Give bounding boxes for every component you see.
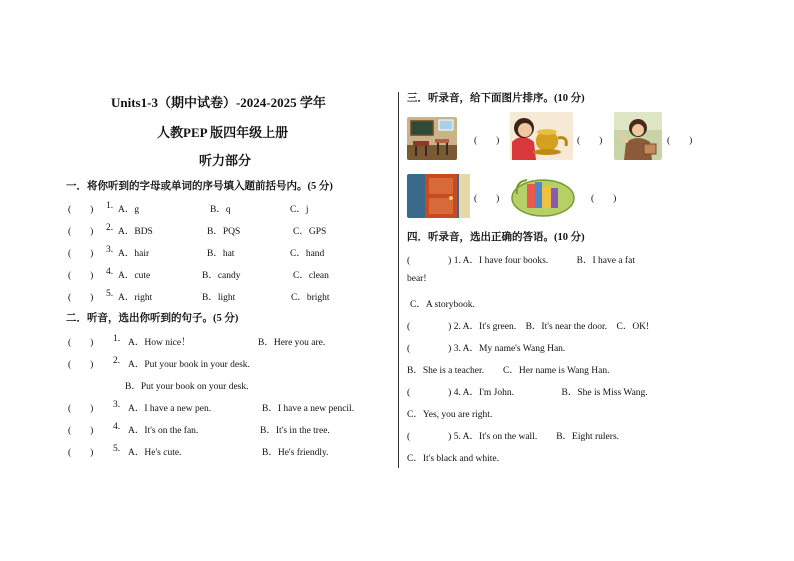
option-b: B．light <box>202 293 236 303</box>
q3-line: ( ) 3. A．My name's Wang Han. <box>407 344 566 354</box>
option-b: B．I have a new pencil. <box>262 404 355 414</box>
section4-heading: 四．听录音，选出正确的答语。(10 分) <box>407 232 585 243</box>
schoolbag-books-picture <box>511 174 575 218</box>
answer-bracket[interactable]: ( ) <box>474 136 500 146</box>
answer-bracket[interactable]: ( ) <box>68 271 94 281</box>
section1-heading: 一．将你听到的字母或单词的序号填入题前括号内。(5 分) <box>66 181 333 192</box>
option-b: B．PQS <box>207 227 241 237</box>
q4-option-c: C．Yes, you are right. <box>407 410 493 420</box>
option-c: C．clean <box>293 271 329 281</box>
answer-bracket[interactable]: ( ) <box>68 293 94 303</box>
item-number: 4. <box>113 422 121 432</box>
q5-line: ( ) 5. A．It's on the wall. B．Eight rulers. <box>407 432 620 442</box>
exam-title: Units1-3（期中试卷）-2024-2025 学年 <box>111 95 326 110</box>
option-a: A．I have a new pen. <box>128 404 212 414</box>
answer-bracket[interactable]: ( ) <box>577 136 603 146</box>
option-c: C．j <box>290 205 309 215</box>
item-number: 2. <box>113 356 121 366</box>
option-b: B．hat <box>207 249 235 259</box>
answer-bracket[interactable]: ( ) <box>474 194 500 204</box>
column-divider <box>398 92 399 468</box>
answer-bracket[interactable]: ( ) <box>68 249 94 259</box>
item-number: 3. <box>106 245 114 255</box>
option-b: B．q <box>210 205 231 215</box>
option-b: B．Put your book on your desk. <box>125 382 249 392</box>
q2-line: ( ) 2. A．It's green. B．It's near the door. C．OK! <box>407 322 650 332</box>
item-number: 1. <box>113 334 121 344</box>
option-b: B．It's in the tree. <box>260 426 330 436</box>
option-a: A．BDS <box>118 227 153 237</box>
answer-bracket[interactable]: ( ) <box>68 338 94 348</box>
item-number: 5. <box>113 444 121 454</box>
section2-heading: 二．听音，选出你听到的句子。(5 分) <box>66 313 239 324</box>
option-b: B．candy <box>202 271 241 281</box>
item-number: 5. <box>106 289 114 299</box>
item-number: 4. <box>106 267 114 277</box>
section3-heading: 三．听录音，给下面图片排序。(10 分) <box>407 93 585 104</box>
q5-option-c: C．It's black and white. <box>407 454 499 464</box>
q3-options: B．She is a teacher. C．Her name is Wang Han. <box>407 366 610 376</box>
girl-with-teapot-picture <box>510 112 573 160</box>
answer-bracket[interactable]: ( ) <box>68 360 94 370</box>
answer-bracket[interactable]: ( ) <box>68 404 94 414</box>
option-a: A．How nice！ <box>128 338 191 348</box>
option-c: C．hand <box>290 249 325 259</box>
classroom-picture <box>407 117 457 160</box>
answer-bracket[interactable]: ( ) <box>68 448 94 458</box>
item-number: 3. <box>113 400 121 410</box>
option-a: A．It's on the fan. <box>128 426 199 436</box>
q1-line: ( ) 1. A．I have four books. B．I have a fat <box>407 256 635 266</box>
option-a: A．Put your book in your desk. <box>128 360 250 370</box>
option-a: A．hair <box>118 249 150 259</box>
answer-bracket[interactable]: ( ) <box>591 194 617 204</box>
answer-bracket[interactable]: ( ) <box>68 205 94 215</box>
option-a: A．g <box>118 205 140 215</box>
q1-line-cont: bear! <box>407 274 427 284</box>
option-c: C．GPS <box>293 227 327 237</box>
answer-bracket[interactable]: ( ) <box>68 227 94 237</box>
option-a: A．cute <box>118 271 151 281</box>
answer-bracket[interactable]: ( ) <box>667 136 693 146</box>
option-b: B．Here you are. <box>258 338 326 348</box>
part-title: 听力部分 <box>199 153 252 168</box>
exam-subtitle: 人教PEP 版四年级上册 <box>157 125 289 140</box>
answer-bracket[interactable]: ( ) <box>68 426 94 436</box>
item-number: 1. <box>106 201 114 211</box>
option-b: B．He's friendly. <box>262 448 329 458</box>
option-a: A．right <box>118 293 153 303</box>
woman-teacher-picture <box>614 112 662 160</box>
option-a: A．He's cute. <box>128 448 182 458</box>
q1-option-c: C．A storybook. <box>410 300 475 310</box>
q4-line: ( ) 4. A．I'm John. B．She is Miss Wang. <box>407 388 648 398</box>
item-number: 2. <box>106 223 114 233</box>
door-picture <box>407 174 470 218</box>
option-c: C．bright <box>291 293 330 303</box>
